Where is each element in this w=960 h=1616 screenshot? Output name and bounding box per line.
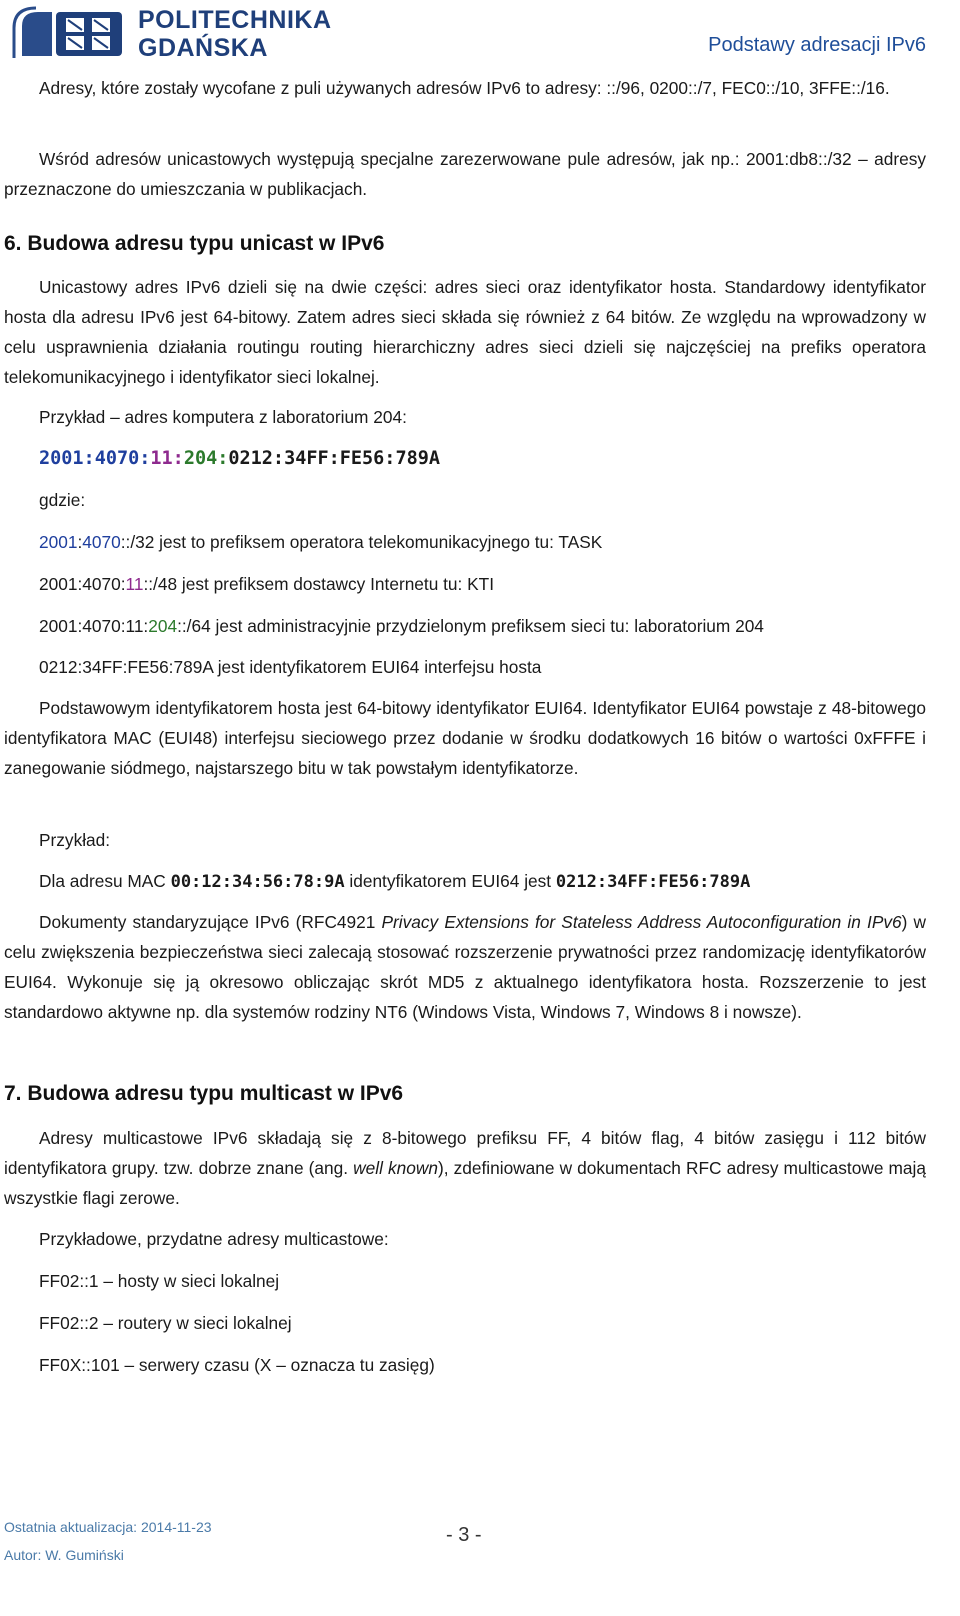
prefix-part-base: 2001:4070:: [39, 574, 126, 594]
example-address: [39, 444, 440, 474]
multicast-examples-label: Przykładowe, przydatne adresy multicastowe:: [39, 1229, 389, 1249]
prefix-colon: :: [77, 532, 83, 552]
logo-wordmark: [138, 6, 332, 62]
multicast-example-3: FF0X::101 – serwery czasu (X – oznacza tu zasięg): [39, 1355, 435, 1375]
intro-paragraph-2: Wśród adresów unicastowych występują specjalne zarezerwowane pule adresów, jak np.: 2001:db8::/32 – adresy przeznaczone do umieszczania w publikacjach.: [4, 149, 926, 199]
privacy-text-end: ) w celu zwiększenia bezpieczeństwa sieci zalecają stosować rozszerzenie prywatności przez randomizację identyfikatorów EUI64. Wykonuje się ją okresowo obliczając skrót MD5 z aktualnego identyfikatora hosta. Rozszerzenie to jest standardowo aktywne np. dla systemów rodziny NT6 (Windows Vista, Windows 7, Windows 8 i nowsze).: [4, 912, 926, 1022]
address-host-part: 0212:34FF:FE56:789A: [228, 448, 440, 469]
intro-paragraph-1: Adresy, które zostały wycofane z puli używanych adresów IPv6 to adresy: ::/96, 0200::/7, FEC0::/10, 3FFE::/16.: [39, 78, 890, 98]
mac-line-prefix: Dla adresu MAC: [39, 871, 171, 891]
section-6-heading: 6. Budowa adresu typu unicast w IPv6: [4, 232, 385, 255]
prefix-part-base: 2001:4070:11:: [39, 616, 149, 636]
mac-example-line: [39, 866, 750, 897]
privacy-text-start: Dokumenty standaryzujące IPv6 (RFC4921: [39, 912, 382, 932]
section-6-paragraph: Unicastowy adres IPv6 dzieli się na dwie części: adres sieci oraz identyfikator hosta. Standardowy identyfikator hosta dla adresu IPv6 jest 64-bitowy. Zatem adres sieci składa się również z 64 bitów. Ze względu na wprowadzony w celu usprawnienia działania routingu routing hierarchiczny adres sieci dzieli się najczęściej na prefiks operatora telekomunikacyjnego i identyfikator sieci lokalnej.: [4, 277, 926, 387]
section-7-paragraph: [4, 1123, 926, 1213]
university-logo: [8, 6, 128, 62]
example-label: Przykład – adres komputera z laboratorium 204:: [39, 407, 407, 427]
multicast-example-1: FF02::1 – hosty w sieci lokalnej: [39, 1271, 280, 1291]
header-title: Podstawy adresacji IPv6: [708, 34, 926, 56]
logo-line-1: POLITECHNIKA: [138, 6, 332, 34]
address-subnet-part: 204:: [183, 448, 229, 469]
prefix-part-204: 204: [148, 616, 178, 636]
prefix-part-4070: 4070: [82, 532, 121, 552]
prefix-item-text: ::/64 jest administracyjnie przydzielonym prefiksem sieci tu: laboratorium 204: [177, 616, 764, 636]
prefix-item-text: ::/48 jest prefiksem dostawcy Internetu tu: KTI: [143, 574, 495, 594]
page-number: - 3 -: [446, 1524, 482, 1546]
multicast-example-2: FF02::2 – routery w sieci lokalnej: [39, 1313, 292, 1333]
prefix-item-isp: [39, 569, 494, 599]
multicast-text-end: ), zdefiniowane w dokumentach RFC adresy multicastowe mają wszystkie flagi zerowe.: [4, 1158, 926, 1208]
section-7-heading: 7. Budowa adresu typu multicast w IPv6: [4, 1082, 404, 1105]
prefix-item-subnet: [39, 611, 764, 641]
privacy-paragraph: [4, 907, 926, 1027]
rfc-title: Privacy Extensions for Stateless Address Autoconfiguration in IPv6: [381, 912, 902, 932]
mac-line-middle: identyfikatorem EUI64 jest: [344, 871, 556, 891]
where-label: gdzie:: [39, 490, 86, 510]
footer-last-update: Ostatnia aktualizacja: 2014-11-23: [4, 1519, 212, 1535]
prefix-part-11: 11: [125, 574, 144, 594]
multicast-text-start: Adresy multicastowe IPv6 składają się z 8-bitowego prefiksu FF, 4 bitów flag, 4 bitów zasięgu i 112 bitów identyfikatora grupy. tzw. dobrze znane (ang.: [4, 1128, 926, 1178]
mac-address: 00:12:34:56:78:9A: [170, 872, 345, 892]
logo-line-2: GDAŃSKA: [138, 34, 268, 62]
prefix-part-2001: 2001: [39, 532, 78, 552]
host-id-item: 0212:34FF:FE56:789A jest identyfikatorem EUI64 interfejsu hosta: [39, 657, 542, 677]
address-operator-part: 2001:4070:: [39, 448, 151, 469]
example-2-label: Przykład:: [39, 830, 111, 850]
prefix-item-text: ::/32 jest to prefiksem operatora telekomunikacyjnego tu: TASK: [120, 532, 603, 552]
footer-author: Autor: W. Gumiński: [4, 1547, 124, 1563]
eui64-paragraph: Podstawowym identyfikatorem hosta jest 64-bitowy identyfikator EUI64. Identyfikator EUI64 powstaje z 48-bitowego identyfikatora MAC (EUI48) interfejsu sieciowego przez dodanie w środku dodatkowych 16 bitów o wartości 0xFFFE i zanegowanie siódmego, najstarszego bitu w tak powstałym identyfikatorze.: [4, 698, 926, 778]
address-isp-part: 11:: [150, 448, 184, 469]
eui64-address: 0212:34FF:FE56:789A: [555, 872, 751, 892]
prefix-item-operator: [39, 527, 602, 557]
well-known-term: well known: [353, 1158, 438, 1178]
